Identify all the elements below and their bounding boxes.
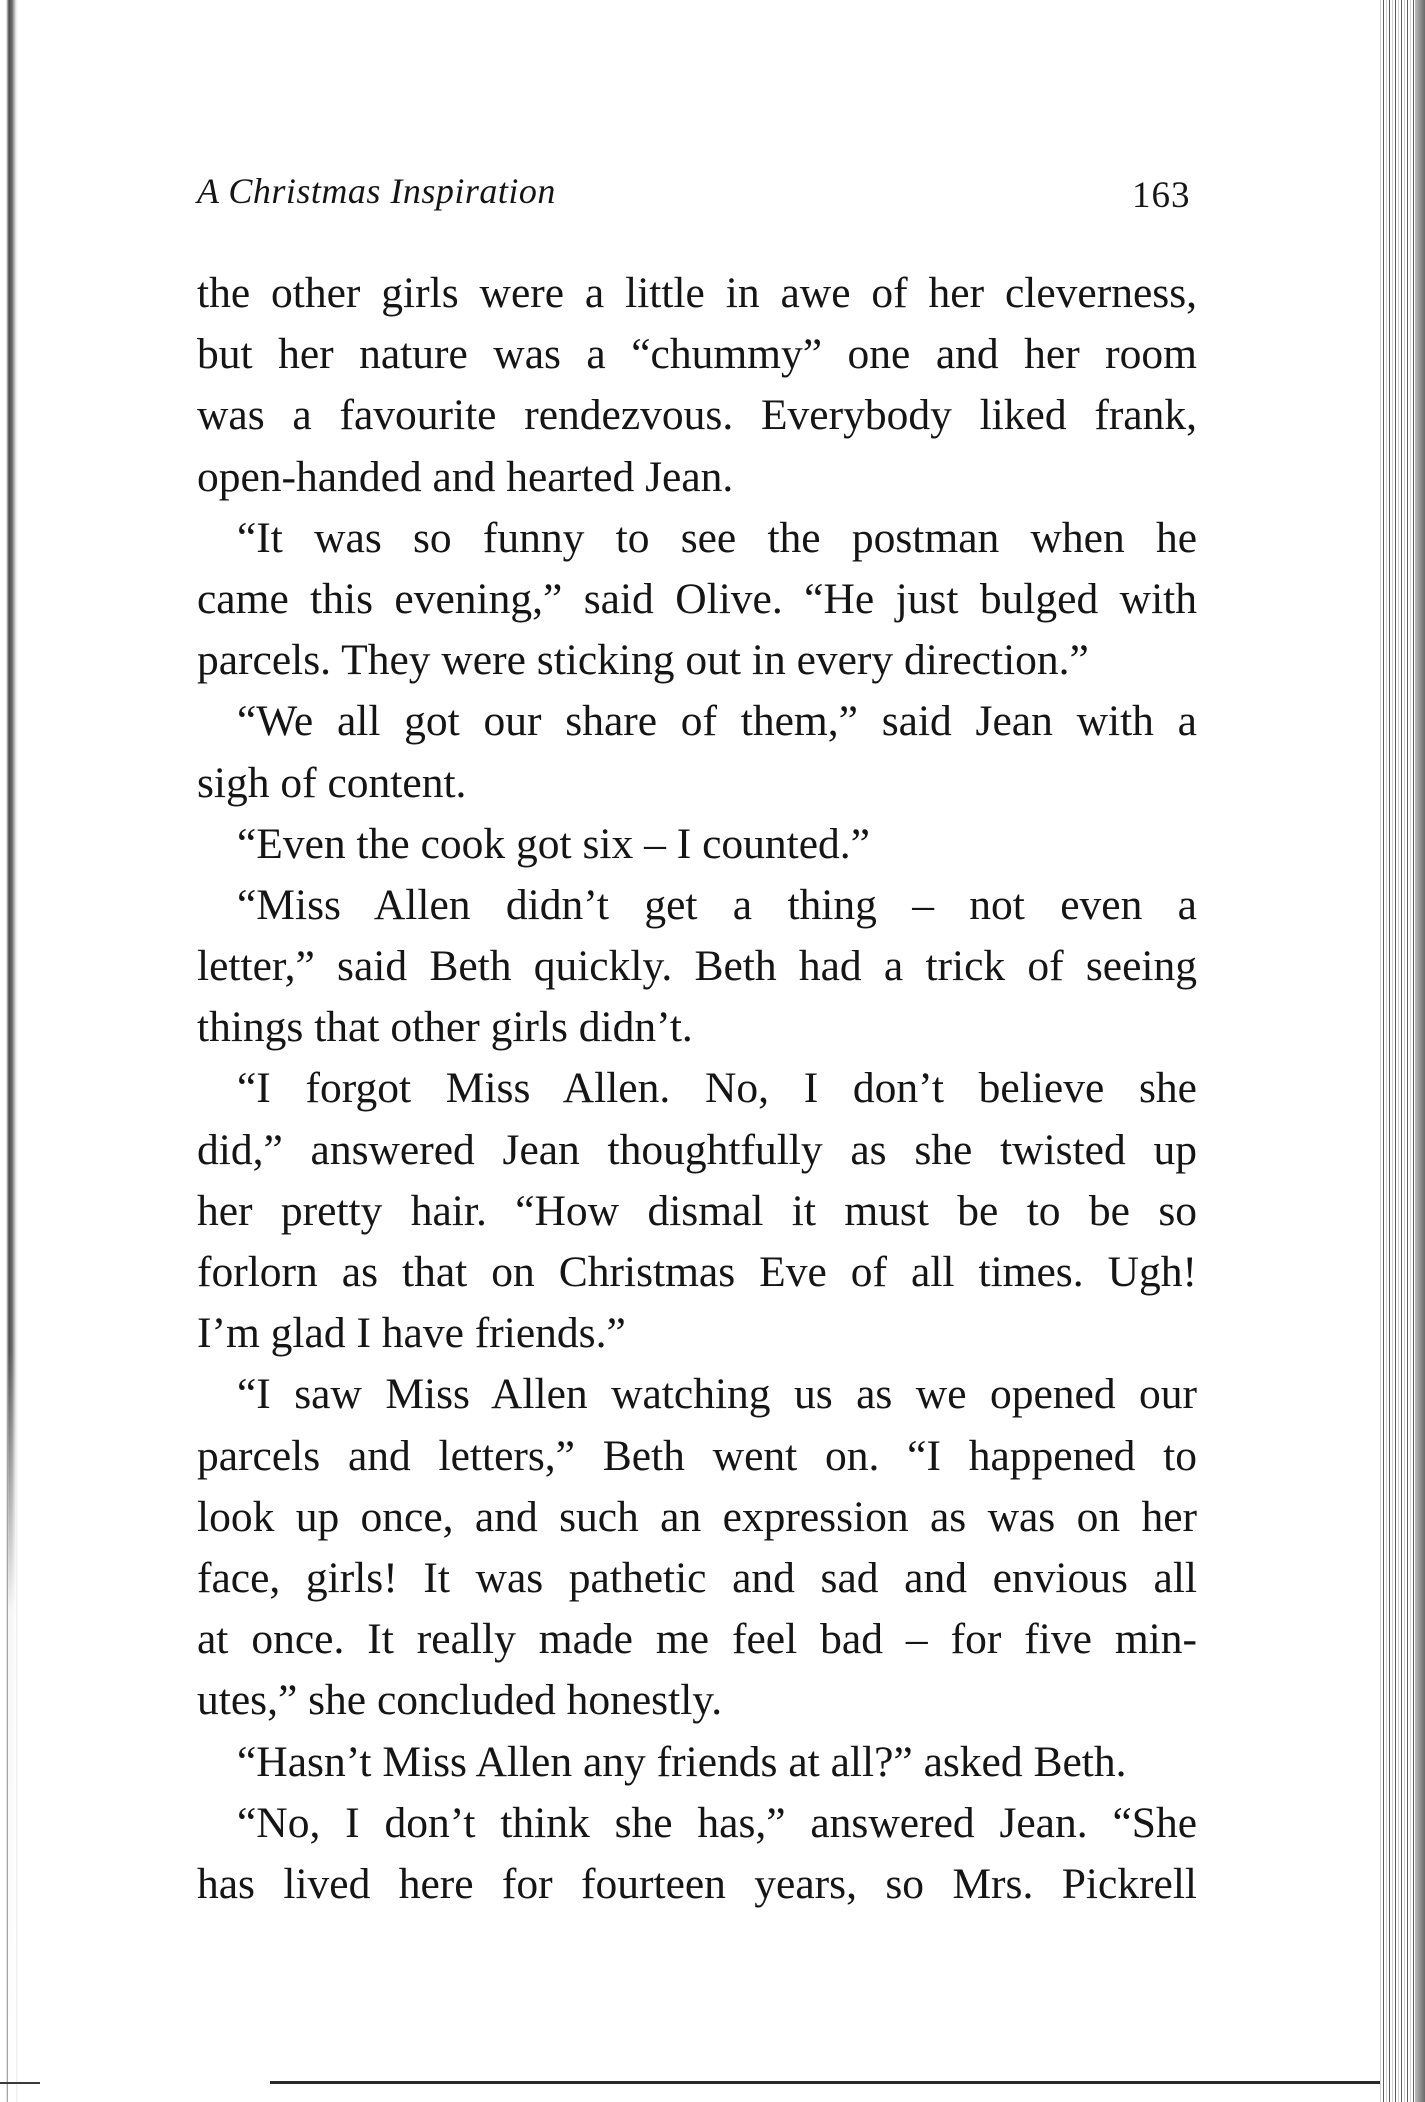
text-line: letter,” said Beth quickly. Beth had a trick of seeing (197, 942, 1197, 991)
text-line: look up once, and such an expression as was on her (197, 1492, 1197, 1541)
text-line: came this evening,” said Olive. “He just bulged with (197, 574, 1197, 623)
text-line: utes,” she concluded honestly. (197, 1676, 723, 1725)
text-line: face, girls! It was pathetic and sad and envious all (197, 1553, 1197, 1602)
text-line: but her nature was a “chummy” one and her room (197, 330, 1197, 379)
text-line: “It was so funny to see the postman when he (237, 513, 1197, 562)
text-line: I’m glad I have friends.” (197, 1309, 626, 1358)
text-line: was a favourite rendezvous. Everybody liked frank, (197, 391, 1197, 440)
text-line: open-handed and hearted Jean. (197, 452, 734, 501)
text-line: did,” answered Jean thoughtfully as she twisted up (197, 1125, 1197, 1174)
text-line: sigh of content. (197, 758, 467, 807)
text-line: things that other girls didn’t. (197, 1003, 693, 1052)
text-line: her pretty hair. “How dismal it must be to be so (197, 1186, 1197, 1235)
page-number: 163 (1132, 175, 1191, 216)
scan-left-edge-fade (8, 1350, 16, 2102)
text-line: forlorn as that on Christmas Eve of all times. Ugh! (197, 1248, 1197, 1296)
running-head: A Christmas Inspiration (197, 171, 556, 211)
text-line: the other girls were a little in awe of her cleverness, (197, 269, 1197, 317)
scan-right-edge (1415, 0, 1425, 2102)
bottom-rule (270, 2081, 1380, 2084)
text-line: parcels. They were sticking out in every direction.” (197, 636, 1089, 685)
text-line: “Hasn’t Miss Allen any friends at all?” asked Beth. (237, 1737, 1127, 1786)
text-line: “I forgot Miss Allen. No, I don’t believe she (237, 1064, 1197, 1113)
text-line: “We all got our share of them,” said Jean with a (237, 697, 1197, 746)
body-text (197, 263, 1197, 1915)
text-line: at once. It really made me feel bad – for five min- (197, 1615, 1197, 1664)
text-line: “No, I don’t think she has,” answered Jean. “She (237, 1798, 1197, 1847)
text-line: “Even the cook got six – I counted.” (237, 819, 870, 868)
text-line: has lived here for fourteen years, so Mrs. Pickrell (197, 1859, 1197, 1908)
bottom-rule-left (0, 2082, 40, 2084)
text-line: parcels and letters,” Beth went on. “I happened to (197, 1431, 1197, 1480)
text-line: “I saw Miss Allen watching us as we opened our (237, 1370, 1197, 1419)
text-line: “Miss Allen didn’t get a thing – not even a (237, 880, 1197, 929)
